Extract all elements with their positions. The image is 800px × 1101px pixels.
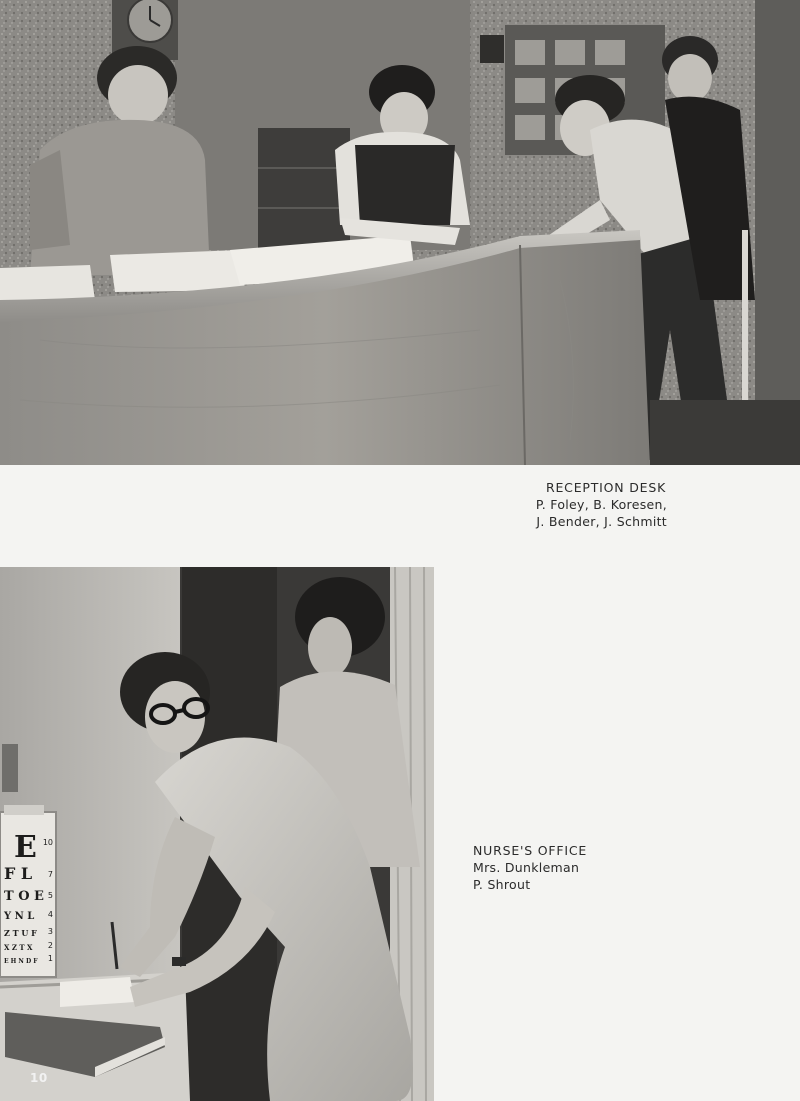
- eye-chart-letter: E H N D F: [4, 958, 38, 965]
- caption-title: NURSE'S OFFICE: [473, 843, 588, 858]
- reception-desk-photo: [0, 0, 800, 465]
- eye-chart-number: 7: [47, 870, 53, 879]
- caption-line: P. Shrout: [473, 877, 531, 892]
- eye-chart-number: 10: [42, 838, 53, 847]
- page-number: 10: [30, 1071, 48, 1085]
- caption-line: P. Foley, B. Koresen,: [535, 497, 667, 512]
- eye-chart-number: 4: [47, 910, 53, 919]
- eye-chart-number: 1: [47, 954, 53, 963]
- eye-chart-number: 2: [47, 941, 53, 950]
- eye-chart-number: 3: [47, 927, 53, 936]
- nurses-office-photo: [0, 567, 434, 1101]
- eye-chart-letter: E: [14, 830, 37, 865]
- eye-chart-letter: X Z T X: [4, 943, 33, 952]
- eye-chart-letter: T O E: [4, 889, 44, 904]
- eye-chart-number: 5: [47, 891, 53, 900]
- eye-chart-letter: Y N L: [4, 911, 35, 922]
- reception-desk-caption: [535, 479, 667, 530]
- eye-chart-letter: F L: [4, 864, 33, 883]
- caption-title: RECEPTION DESK: [546, 480, 667, 495]
- eye-chart-letter: Z T U F: [4, 928, 37, 938]
- caption-line: J. Bender, J. Schmitt: [536, 514, 667, 529]
- nurses-office-caption: [473, 842, 587, 893]
- caption-line: Mrs. Dunkleman: [473, 860, 580, 875]
